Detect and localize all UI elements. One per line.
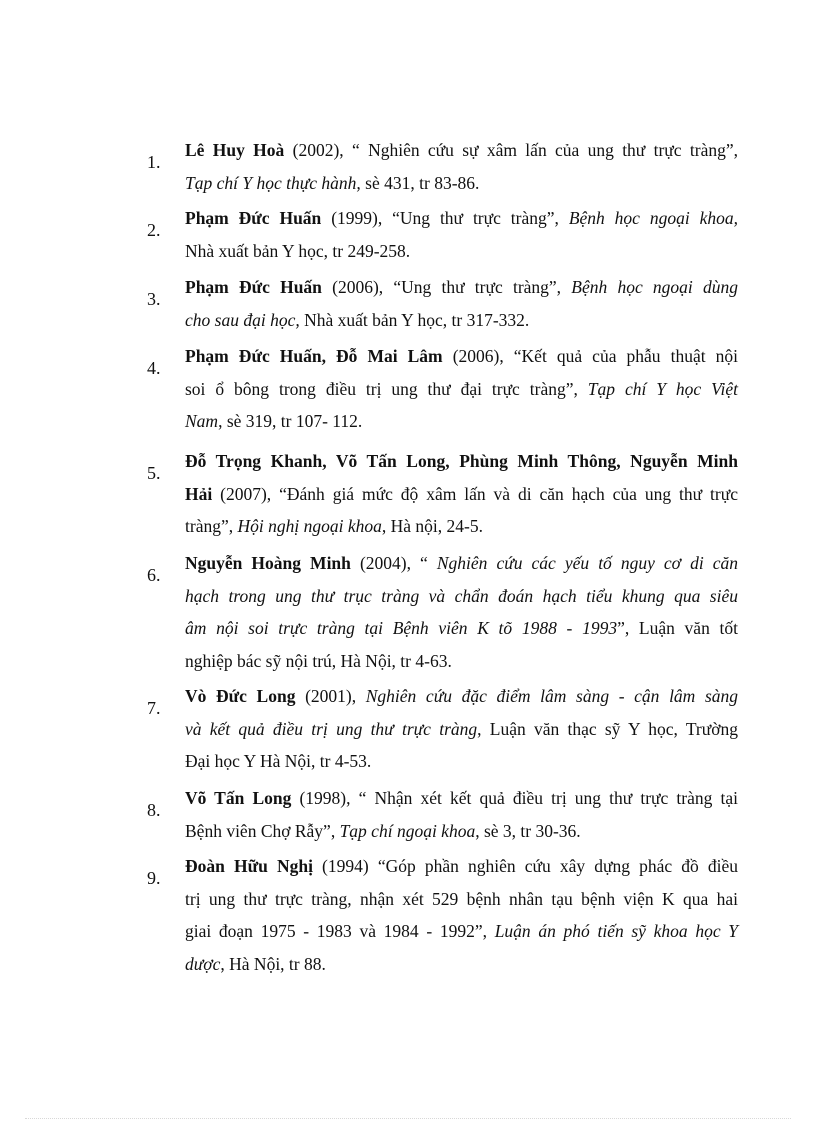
reference-text-segment: , Hà Nội, tr 88. [220,953,326,974]
reference-title-italic: Bệnh học ngoại dùng [571,277,739,297]
reference-text-segment: (1999), “Ung thư trực tràng”, [321,208,569,228]
reference-text-segment: (2002), “ Nghiên cứu sự xâm lấn của ung thư trực tràng”, [284,140,738,160]
reference-line [185,580,738,613]
reference-title-italic: Nghiên cứu các yếu tố nguy cơ di căn [436,553,738,573]
reference-line [185,547,738,580]
reference-title-italic: cho sau đại học, [185,309,300,330]
reference-line [185,134,738,167]
reference-line [185,815,738,848]
reference-text-segment: Nhà xuất bản Y học, tr 249-258. [185,240,411,261]
reference-line [185,304,738,337]
reference-text-segment: , Hà nội, 24-5. [381,516,483,536]
reference-line [185,713,738,746]
reference-text-segment: , sè 3, tr 30-36. [475,820,581,841]
reference-number: 3. [147,289,161,309]
reference-text [185,271,738,336]
reference-title-italic: âm nội soi trực tràng tại Bệnh viên K tõ 1988 - 1993 [185,618,618,638]
reference-line [185,373,738,406]
reference-text-segment: Đại học Y Hà Nội, tr 4-53. [185,751,372,771]
reference-author: Phạm Đức Huấn [185,277,322,297]
reference-text-segment: (2001), [295,686,366,706]
reference-text-segment: , sè 319, tr 107- 112. [218,411,363,431]
reference-line [185,745,738,778]
reference-author: Vò Đức Long [185,686,296,706]
reference-text [185,547,738,677]
reference-text-segment: trị ung thư trực tràng, nhận xét 529 bệnh nhân tạu bệnh viện K qua hai [185,888,738,909]
reference-text-segment: (1998), “ Nhận xét kết quả điều trị ung thư trực tràng tại [291,788,738,808]
reference-line [185,235,738,268]
reference-text-segment: soi ổ bông trong điều trị ung thư đại trực tràng”, [185,378,588,399]
reference-text-segment: (1994) “Góp phần nghiên cứu xây dựng phác đồ điều [312,856,738,876]
reference-text-segment: nghiệp bác sỹ nội trú, Hà Nội, tr 4-63. [185,650,452,671]
reference-text [185,782,738,847]
reference-line [185,782,738,815]
reference-text-segment: tràng”, [185,516,238,536]
reference-title-italic: Nam [185,411,219,431]
reference-line [185,445,738,478]
reference-author: Đỗ Trọng Khanh, Võ Tấn Long, Phùng Minh Thông, Nguyễn Minh [185,451,738,471]
reference-number: 7. [147,698,161,718]
reference-line [185,915,738,948]
reference-author: Nguyễn Hoàng Minh [185,553,351,573]
reference-number: 6. [147,565,161,585]
reference-text [185,850,738,980]
reference-line [185,612,738,645]
reference-text-segment: Bệnh viên Chợ Rẫy”, [185,820,340,841]
reference-author: Hải [185,483,213,504]
reference-number: 9. [147,868,161,888]
reference-title-italic: và kết quả điều trị ung thư trực tràng [185,718,478,739]
reference-title-italic: Tạp chí Y học Việt [587,378,739,399]
reference-number: 8. [147,800,161,820]
reference-author: Phạm Đức Huấn, Đỗ Mai Lâm [185,346,443,366]
reference-title-italic: Nghiên cứu đặc điểm lâm sàng - cận lâm sàng [365,686,738,706]
reference-title-italic: Hội nghị ngoại khoa [237,516,382,536]
reference-text-segment: ”, Luận văn tốt [617,618,738,638]
reference-author: Võ Tấn Long [185,788,292,808]
reference-title-italic: Luận án phó tiến sỹ khoa học Y [494,921,739,941]
reference-title-italic: Bệnh học ngoại khoa, [568,208,739,228]
reference-line [185,883,738,916]
reference-number: 1. [147,152,161,172]
reference-line [185,850,738,883]
reference-line [185,340,738,373]
reference-line [185,680,738,713]
reference-line [185,405,738,438]
reference-line [185,202,738,235]
reference-text [185,340,738,438]
reference-text [185,134,738,199]
reference-text-segment: (2006), “Ung thư trực tràng”, [321,277,572,297]
reference-line [185,510,738,543]
reference-text-segment: , Luận văn thạc sỹ Y học, Trường [477,718,738,739]
reference-title-italic: Tạp chí ngoại khoa [339,820,476,841]
reference-text-segment: giai đoạn 1975 - 1983 và 1984 - 1992”, [185,921,495,941]
reference-text [185,445,738,543]
reference-text-segment: Nhà xuất bản Y học, tr 317-332. [299,309,530,330]
reference-number: 5. [147,463,161,483]
reference-number: 2. [147,220,161,240]
reference-line [185,167,738,200]
reference-author: Đoàn Hữu Nghị [185,856,313,876]
reference-line [185,645,738,678]
reference-author: Phạm Đức Huấn [185,208,322,228]
reference-text [185,202,738,267]
reference-line [185,478,738,511]
reference-line [185,948,738,981]
reference-text-segment: (2006), “Kết quả của phẫu thuật nội [442,346,738,366]
reference-author: Lê Huy Hoà [185,140,285,160]
reference-text-segment: sè 431, tr 83-86. [360,172,480,193]
reference-text-segment: (2007), “Đánh giá mức độ xâm lấn và di căn hạch của ung thư trực [212,483,738,504]
reference-text-segment: (2004), “ [350,553,437,573]
reference-title-italic: hạch trong ung thư trục tràng và chẩn đoán hạch tiểu khung qua siêu [185,585,738,606]
reference-text [185,680,738,778]
reference-line [185,271,738,304]
reference-title-italic: Tạp chí Y học thực hành, [185,172,361,193]
reference-number: 4. [147,358,161,378]
reference-title-italic: dược [185,953,221,974]
page-bottom-rule [25,1118,791,1119]
